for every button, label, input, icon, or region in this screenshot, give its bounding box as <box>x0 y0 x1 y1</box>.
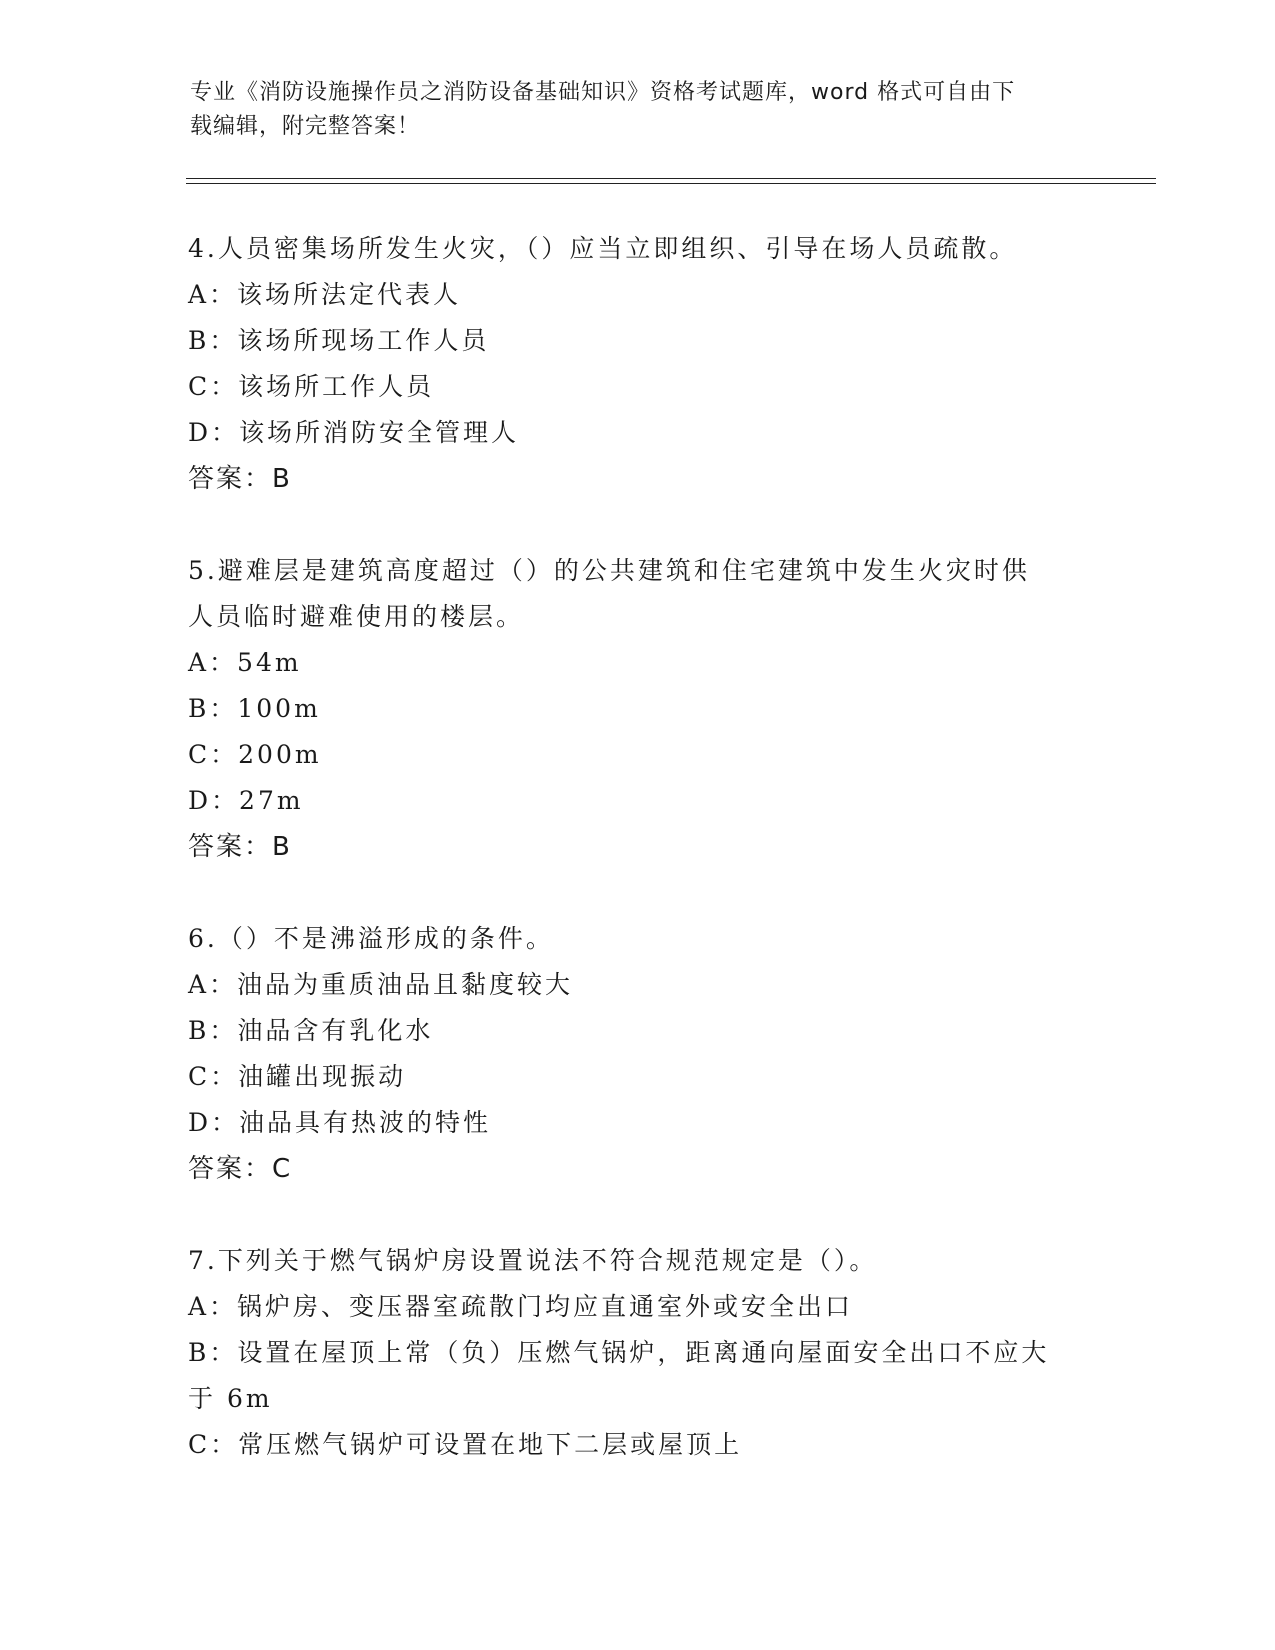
option-b: B：该场所现场工作人员 <box>188 326 490 355</box>
option-b: B：油品含有乳化水 <box>188 1016 434 1045</box>
header-line-2: 载编辑，附完整答案！ <box>190 114 421 139</box>
option-a: A：锅炉房、变压器室疏散门均应直通室外或安全出口 <box>188 1292 854 1321</box>
question-stem-continued: 人员临时避难使用的楼层。 <box>188 602 525 631</box>
question-stem: 5.避难层是建筑高度超过（）的公共建筑和住宅建筑中发生火灾时供 <box>188 556 1030 585</box>
question-4 <box>188 226 1088 502</box>
answer: 答案：C <box>188 1154 293 1184</box>
answer: 答案：B <box>188 464 292 494</box>
document-header <box>190 76 1090 144</box>
header-rule-bottom <box>186 183 1156 184</box>
question-stem: 7.下列关于燃气锅炉房设置说法不符合规范规定是（）。 <box>188 1246 878 1275</box>
answer: 答案：B <box>188 832 292 862</box>
option-b: B：100m <box>188 694 321 723</box>
option-a: A：该场所法定代表人 <box>188 280 462 309</box>
option-c: C：200m <box>188 740 322 769</box>
option-a: A：54m <box>188 648 302 677</box>
option-c: C：油罐出现振动 <box>188 1062 407 1091</box>
option-b-continued: 于 6m <box>188 1384 273 1413</box>
option-a: A：油品为重质油品且黏度较大 <box>188 970 574 999</box>
question-stem: 6.（）不是沸溢形成的条件。 <box>188 924 554 953</box>
question-7 <box>188 1238 1088 1468</box>
option-c: C：常压燃气锅炉可设置在地下二层或屋顶上 <box>188 1430 743 1459</box>
question-5 <box>188 548 1088 870</box>
header-rule-top <box>186 178 1156 179</box>
question-6 <box>188 916 1088 1192</box>
question-stem: 4.人员密集场所发生火灾，（）应当立即组织、引导在场人员疏散。 <box>188 234 1018 263</box>
header-line-1: 专业《消防设施操作员之消防设备基础知识》资格考试题库，word 格式可自由下 <box>190 80 1016 105</box>
option-d: D：该场所消防安全管理人 <box>188 418 520 447</box>
option-d: D：27m <box>188 786 304 815</box>
option-c: C：该场所工作人员 <box>188 372 435 401</box>
option-d: D：油品具有热波的特性 <box>188 1108 492 1137</box>
option-b: B：设置在屋顶上常（负）压燃气锅炉，距离通向屋面安全出口不应大 <box>188 1338 1050 1367</box>
question-list <box>188 226 1088 1514</box>
